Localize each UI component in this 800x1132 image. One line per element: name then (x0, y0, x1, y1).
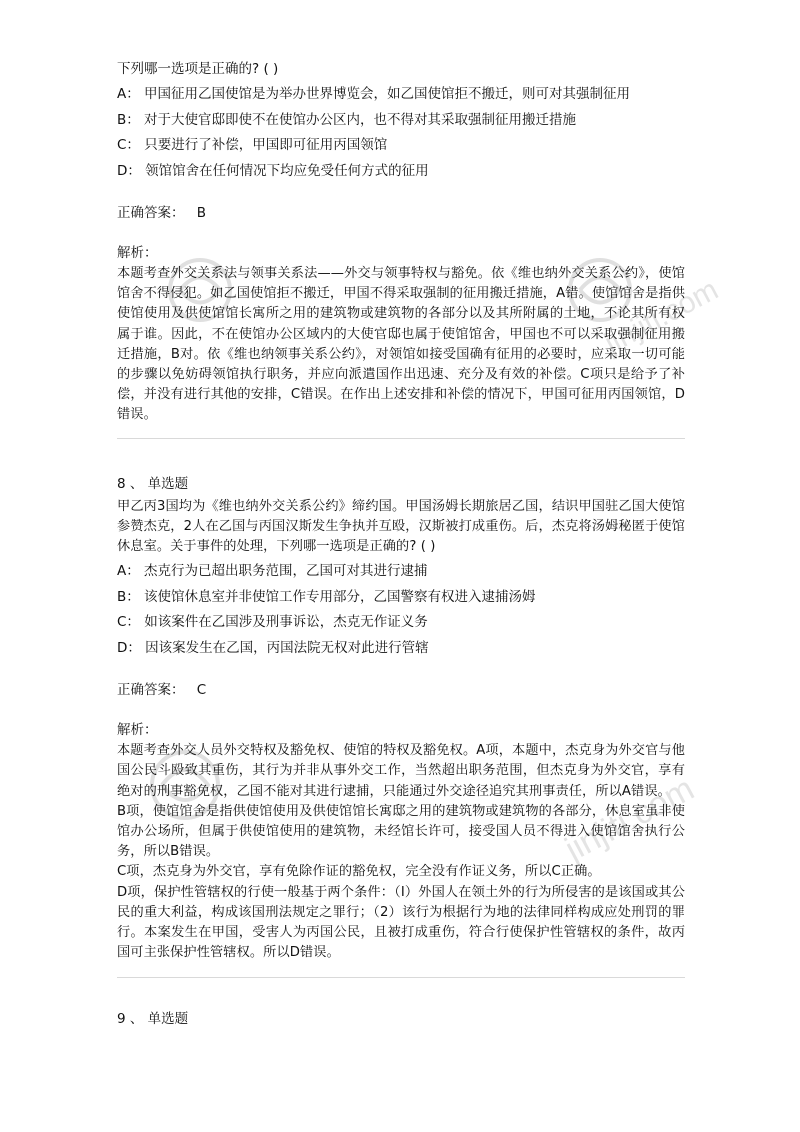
answer-row (117, 202, 685, 224)
option-d: D： 领馆馆舍在任何情况下均应免受任何方式的征用 (117, 162, 429, 179)
answer-label: 正确答案： (117, 682, 185, 699)
watermark-text: jinjiti.com (599, 273, 724, 361)
analysis-paragraph: D项，保护性管辖权的行使一般基于两个条件：（Ⅰ）外国人在领土外的行为所侵害的是该国或其公民的重大利益，构成该国刑法规定之罪行；（2）该行为根据行为地的法律同样构成应处刑罚的罪行。本案发生在甲国，受害人为丙国公民，且被打成重伤，符合行使保护性管辖权的条件，故丙国可主张保护性管辖权。所以D错误。 (117, 884, 685, 961)
question-stem-text: 甲乙丙3国均为《维也纳外交关系公约》缔约国。甲国汤姆长期旅居乙国，结识甲国驻乙国大使馆参赞杰克，2人在乙国与丙国汉斯发生争执并互殴，汉斯被打成重伤。后，杰克将汤姆秘匿于使馆休息室。关于事件的处理，下列哪一选项是正确的? ( ) (117, 498, 685, 555)
answer-value: C (196, 682, 207, 699)
option-b: B： 对于大使官邸即使不在使馆办公区内，也不得对其采取强制征用搬迁措施 (117, 111, 577, 128)
answer-value: B (196, 205, 207, 221)
option-c: C： 只要进行了补偿，甲国即可征用丙国领馆 (117, 137, 388, 153)
analysis-text (117, 741, 685, 963)
analysis-paragraph: B项，使馆馆舍是指供使馆使用及供使馆馆长寓邸之用的建筑物或建筑物的各部分，休息室虽非使馆办公场所，但属于供使馆使用的建筑物，未经馆长许可，接受国人员不得进入使馆馆舍执行公务，所以B错误。 (117, 803, 685, 860)
option-d: D： 因该案发生在乙国，丙国法院无权对此进行管辖 (117, 639, 429, 656)
question-header: 9 、 单选题 (117, 1011, 189, 1028)
analysis-paragraph: C项，杰克身为外交官，享有免除作证的豁免权，完全没有作证义务，所以C正确。 (117, 864, 601, 880)
analysis-label: 解析： (117, 722, 158, 739)
option-b: B： 该使馆休息室并非使馆工作专用部分，乙国警察有权进入逮捕汤姆 (117, 588, 536, 605)
answer-label: 正确答案： (117, 205, 185, 221)
analysis-text (117, 264, 685, 426)
option-a: A： 甲国征用乙国使馆是为举办世界博览会，如乙国使馆拒不搬迁，则可对其强制征用 (117, 86, 631, 102)
analysis-label: 解析： (117, 245, 158, 261)
analysis-paragraph: 本题考查外交关系法与领事关系法——外交与领事特权与豁免。依《维也纳外交关系公约》，使馆馆舍不得侵犯。如乙国使馆拒不搬迁，甲国不得采取强制的征用搬迁措施，A错。使馆馆舍是指供使馆使用及供使馆馆长寓所之用的建筑物或建筑物的各部分以及其所附属的土地，不论其所有权属于谁。因此，不在使馆办公区域内的大使官邸也属于使馆馆舍，甲国也不可以采取强制征用搬迁措施，B对。依《维也纳领事关系公约》，对领馆如接受国确有征用的必要时，应采取一切可能的步骤以免妨碍领馆执行职务，并应向派遣国作出迅速、充分及有效的补偿。C项只是给予了补偿，并没有进行其他的安排，C错误。在作出上述安排和补偿的情况下，甲国可征用丙国领馆，D错误。 (117, 266, 685, 423)
watermark-text: jinjiti.com (559, 769, 701, 869)
answer-row (117, 679, 685, 701)
analysis-paragraph: 本题考查外交人员外交特权及豁免权、使馆的特权及豁免权。A项，本题中，杰克身为外交官与他国公民斗殴致其重伤，其行为并非从事外交工作，当然超出职务范围，但杰克身为外交官，享有绝对的刑事豁免权，乙国不能对其进行逮捕，只能通过外交途径追究其刑事责任，所以A错误。 (117, 743, 685, 799)
question-stem (117, 497, 685, 558)
divider (117, 438, 685, 439)
document-page (117, 58, 685, 1030)
question-header: 8 、 单选题 (117, 475, 189, 492)
question-stem: 下列哪一选项是正确的? ( ) (117, 61, 279, 77)
divider (117, 977, 685, 978)
option-c: C： 如该案件在乙国涉及刑事诉讼，杰克无作证义务 (117, 614, 428, 631)
option-a: A： 杰克行为已超出职务范围，乙国可对其进行逮捕 (117, 563, 428, 580)
